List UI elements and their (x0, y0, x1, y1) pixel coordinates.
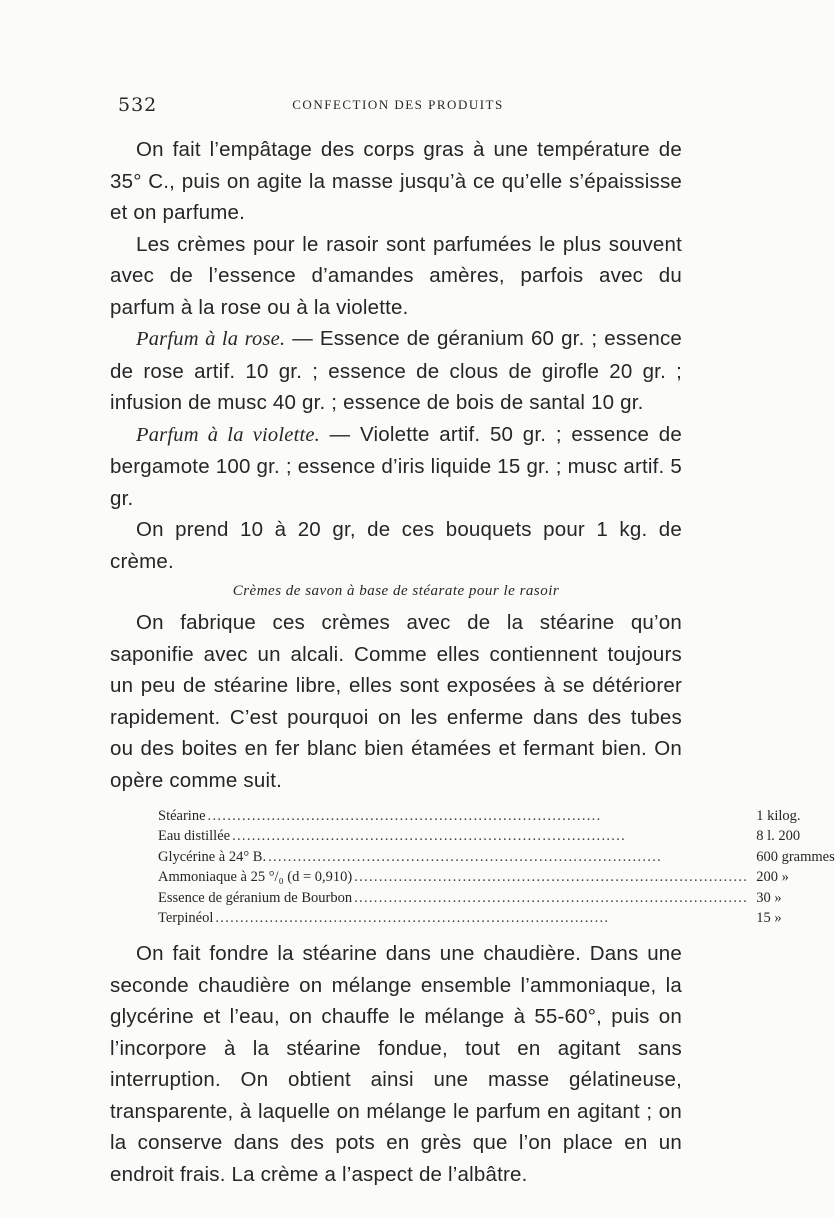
recipe-ingredient: Essence de géranium de Bourbon (158, 889, 353, 906)
recipe-row (158, 868, 835, 889)
recipe-amount: 15 » (756, 910, 782, 927)
parfum-violette-text: — Violette artif. 50 gr. ; essence de bergamote 100 gr. ; essence d’iris liquide 15 gr. ; musc artif. 5 gr. (110, 422, 682, 510)
parfum-rose-text: — Essence de géranium 60 gr. ; essence de rose artif. 10 gr. ; essence de clous de girofle 20 gr. ; infusion de musc 40 gr. ; essence de bois de santal 10 gr. (110, 327, 682, 414)
body-text (110, 134, 835, 1190)
recipe-ingredient: Glycérine à 24° B. (158, 848, 267, 865)
recipe-ingredient: Ammoniaque à 25 °/₀ (d = 0,910) (158, 869, 353, 886)
leader-dots: ................................................................................ (215, 910, 610, 927)
recipe-ingredient: Terpinéol (158, 910, 214, 927)
page-number: 532 (118, 94, 158, 116)
paragraph-fabrication: On fabrique ces crèmes avec de la stéarine qu’on saponifie avec un alcali. Comme elles contiennent toujours un peu de stéarine libre, elles sont exposées à se détériorer rapidement. C’est pourquoi on les enferme dans des tubes ou des boites en fer blanc bien étamées et fermant bien. On opère comme suit. (110, 611, 682, 792)
recipe-amount: 30 » (756, 889, 782, 906)
paragraph-parfum-rose (110, 323, 682, 419)
paragraph-empatage: On fait l’empâtage des corps gras à une température de 35° C., puis on agite la masse jusqu’à ce qu’elle s’épaississe et on parfume. (110, 138, 682, 224)
recipe-row (158, 909, 835, 930)
recipe-row (158, 847, 835, 868)
paragraph-cremes-rasoir: Les crèmes pour le rasoir sont parfumées le plus souvent avec de l’essence d’amandes amères, parfois avec du parfum à la rose ou à la violette. (110, 232, 682, 319)
recipe-amount: 8 l. 200 (756, 828, 801, 845)
paragraph-parfum-violette (110, 419, 682, 515)
paragraph-bouquets: On prend 10 à 20 gr, de ces bouquets pour 1 kg. de crème. (110, 518, 682, 573)
paragraph-procede: On fait fondre la stéarine dans une chaudière. Dans une seconde chaudière on mélange ensemble l’ammoniaque, la glycérine et l’eau, on chauffe le mélange à 55-60°, puis on l’incorpore à la stéarine fondue, tout en agitant sans interruption. On obtient ainsi une masse gélatineuse, transparente, à laquelle on mélange le parfum en agitant ; on la conserve dans des pots en grès que l’on place en un endroit frais. La crème a l’aspect de l’albâtre. (110, 942, 682, 1186)
recipe-amount: 600 grammes (756, 848, 835, 865)
leader-dots: ................................................................................ (207, 807, 602, 824)
leader-dots: ................................................................................ (232, 828, 627, 845)
leader-dots: ................................................................................ (354, 869, 749, 886)
recipe-table (158, 806, 835, 929)
recipe-row (158, 827, 835, 848)
leader-dots: ................................................................................ (268, 848, 663, 865)
recipe-row (158, 888, 835, 909)
page-header (118, 94, 678, 118)
recipe-ingredient: Stéarine (158, 807, 206, 824)
recipe-amount: 1 kilog. (756, 807, 801, 824)
running-head: CONFECTION DES PRODUITS (292, 97, 504, 112)
parfum-violette-label: Parfum à la violette. (136, 423, 320, 446)
parfum-rose-label: Parfum à la rose. (136, 328, 286, 350)
recipe-ingredient: Eau distillée (158, 828, 231, 845)
leader-dots: ................................................................................ (354, 889, 749, 906)
recipe-amount: 200 » (756, 869, 789, 886)
recipe-row (158, 806, 835, 827)
section-title: Crèmes de savon à base de stéarate pour le rasoir (232, 583, 560, 599)
